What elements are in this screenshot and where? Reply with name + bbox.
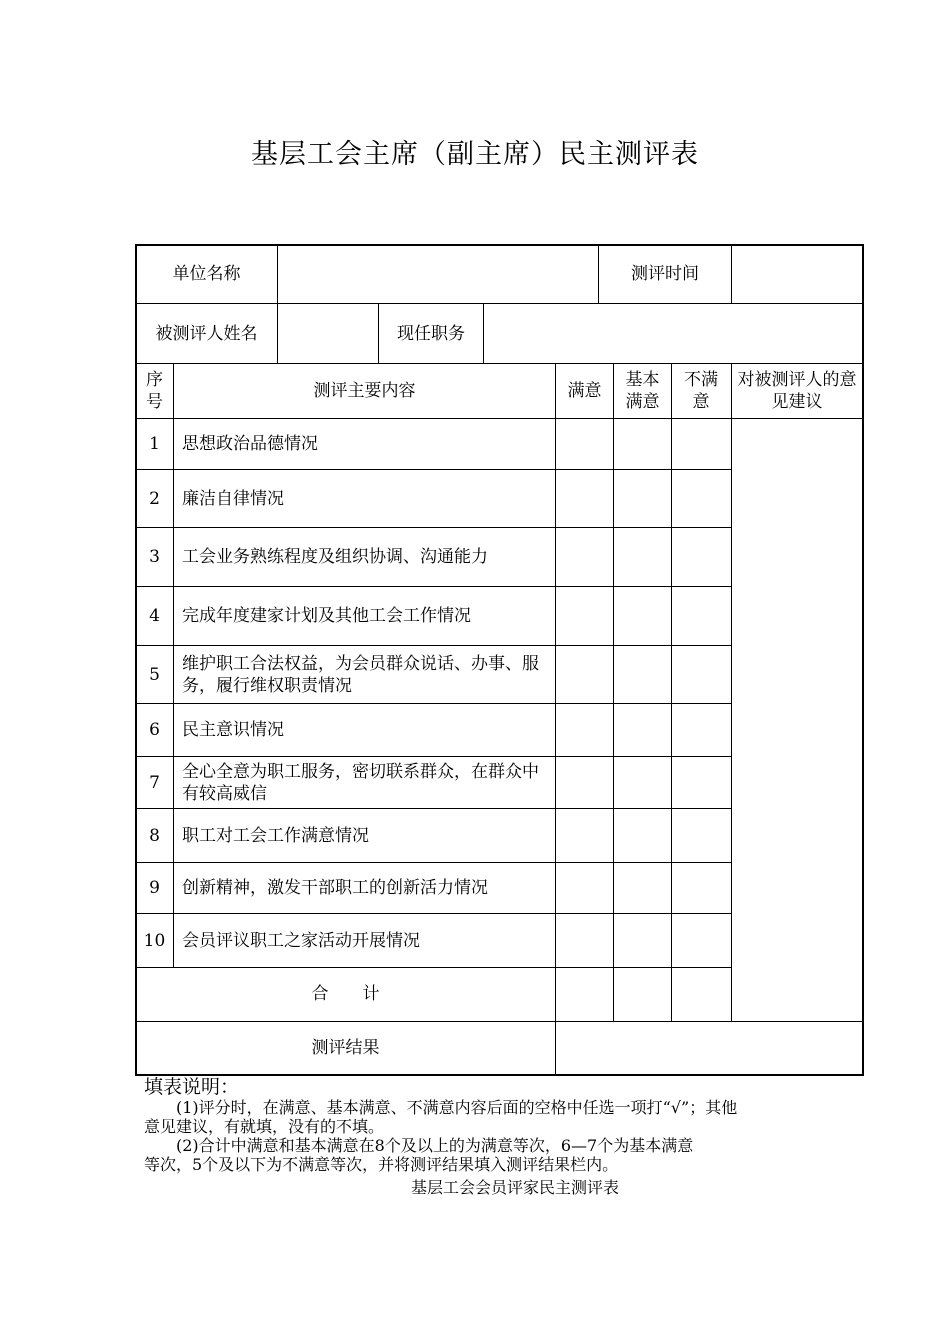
unsatisfied-cell[interactable]: [672, 470, 730, 527]
result-label: 测评结果: [311, 1038, 380, 1058]
row-content: 完成年度建家计划及其他工会工作情况: [182, 606, 471, 626]
unsatisfied-cell[interactable]: [672, 419, 730, 469]
satisfied-cell[interactable]: [556, 863, 613, 913]
row-number: 9: [149, 878, 160, 898]
satisfied-cell[interactable]: [556, 528, 613, 586]
satisfied-cell[interactable]: [556, 646, 613, 703]
row-number: 2: [149, 488, 160, 509]
col-seq-header-text: 序号: [146, 370, 163, 412]
col-seq-header: [136, 364, 173, 418]
col-satisfied-header: 满意: [567, 381, 602, 401]
notes-heading: 填表说明：: [144, 1076, 240, 1098]
next-table-title: 基层工会会员评家民主测评表: [410, 1178, 619, 1197]
current-position-field[interactable]: [484, 304, 863, 363]
satisfied-cell[interactable]: [556, 470, 613, 527]
col-unsatisfied-header: [672, 364, 730, 418]
basic-satisfied-cell[interactable]: [614, 646, 671, 703]
unsatisfied-cell[interactable]: [672, 914, 730, 967]
unit-name-field[interactable]: [278, 245, 598, 303]
satisfied-cell[interactable]: [556, 914, 613, 967]
row-content: 民主意识情况: [182, 720, 284, 740]
unsatisfied-cell[interactable]: [672, 587, 730, 645]
basic-satisfied-cell[interactable]: [614, 528, 671, 586]
basic-satisfied-cell[interactable]: [614, 809, 671, 862]
current-position-label: 现任职务: [397, 323, 465, 344]
unsatisfied-cell[interactable]: [672, 704, 730, 756]
satisfied-cell[interactable]: [556, 704, 613, 756]
evaluatee-name-field[interactable]: [278, 304, 378, 363]
row-content: 职工对工会工作满意情况: [182, 825, 369, 846]
basic-satisfied-cell[interactable]: [614, 863, 671, 913]
unsatisfied-cell[interactable]: [672, 863, 730, 913]
total-unsatisfied-cell[interactable]: [672, 967, 730, 1021]
basic-satisfied-cell[interactable]: [614, 704, 671, 756]
satisfied-cell[interactable]: [556, 587, 613, 645]
notes-line-3: (2)合计中满意和基本满意在8个及以上的为满意等次，6—7个为基本满意: [144, 1136, 694, 1155]
opinion-field[interactable]: [731, 419, 863, 1021]
row-number: 7: [149, 772, 160, 793]
unsatisfied-cell[interactable]: [672, 528, 730, 586]
col-content-header: 测评主要内容: [313, 381, 416, 401]
row-content: 思想政治品德情况: [182, 434, 318, 454]
notes-line-1: (1)评分时，在满意、基本满意、不满意内容后面的空格中任选一项打“√”；其他: [144, 1098, 738, 1117]
row-number: 4: [149, 606, 160, 626]
row-content: 工会业务熟练程度及组织协调、沟通能力: [182, 547, 488, 567]
col-opinion-header: [731, 364, 863, 418]
col-opinion-header-text: 对被测评人的意见建议: [737, 370, 857, 412]
row-number: 1: [149, 434, 160, 454]
basic-satisfied-cell[interactable]: [614, 587, 671, 645]
basic-satisfied-cell[interactable]: [614, 914, 671, 967]
grid-line-h: [135, 1074, 864, 1076]
eval-time-label: 测评时间: [631, 264, 699, 284]
basic-satisfied-cell[interactable]: [614, 419, 671, 469]
row-number: 8: [149, 825, 160, 846]
basic-satisfied-cell[interactable]: [614, 757, 671, 808]
unsatisfied-cell[interactable]: [672, 809, 730, 862]
unit-name-label: 单位名称: [172, 264, 241, 284]
satisfied-cell[interactable]: [556, 809, 613, 862]
row-number: 10: [143, 930, 166, 951]
basic-satisfied-cell[interactable]: [614, 470, 671, 527]
unsatisfied-cell[interactable]: [672, 646, 730, 703]
satisfied-cell[interactable]: [556, 419, 613, 469]
total-satisfied-cell[interactable]: [556, 967, 613, 1021]
row-content: 创新精神，激发干部职工的创新活力情况: [182, 878, 488, 898]
notes-line-4: 等次，5个及以下为不满意等次，并将测评结果填入测评结果栏内。: [144, 1155, 619, 1174]
row-content: 廉洁自律情况: [182, 488, 284, 509]
col-basic-satisfied-header-text: 基本满意: [625, 370, 660, 412]
row-content: 维护职工合法权益，为会员群众说话、办事、服务，履行维权职责情况: [182, 653, 539, 696]
total-label: 合 计: [311, 984, 380, 1004]
page-title: 基层工会主席（副主席）民主测评表: [251, 139, 699, 170]
row-number: 6: [149, 720, 160, 740]
satisfied-cell[interactable]: [556, 757, 613, 808]
result-field[interactable]: [556, 1022, 863, 1074]
eval-time-field[interactable]: [732, 245, 863, 303]
evaluatee-name-label: 被测评人姓名: [155, 323, 258, 344]
total-basic-satisfied-cell[interactable]: [614, 967, 671, 1021]
notes-line-2: 意见建议，有就填，没有的不填。: [144, 1117, 385, 1136]
col-basic-satisfied-header: [614, 364, 671, 418]
row-content: 会员评议职工之家活动开展情况: [182, 930, 420, 951]
row-number: 5: [149, 664, 160, 685]
col-unsatisfied-header-text: 不满意: [684, 370, 718, 412]
row-number: 3: [149, 547, 160, 567]
row-content: 全心全意为职工服务，密切联系群众，在群众中有较高威信: [182, 761, 539, 804]
unsatisfied-cell[interactable]: [672, 757, 730, 808]
